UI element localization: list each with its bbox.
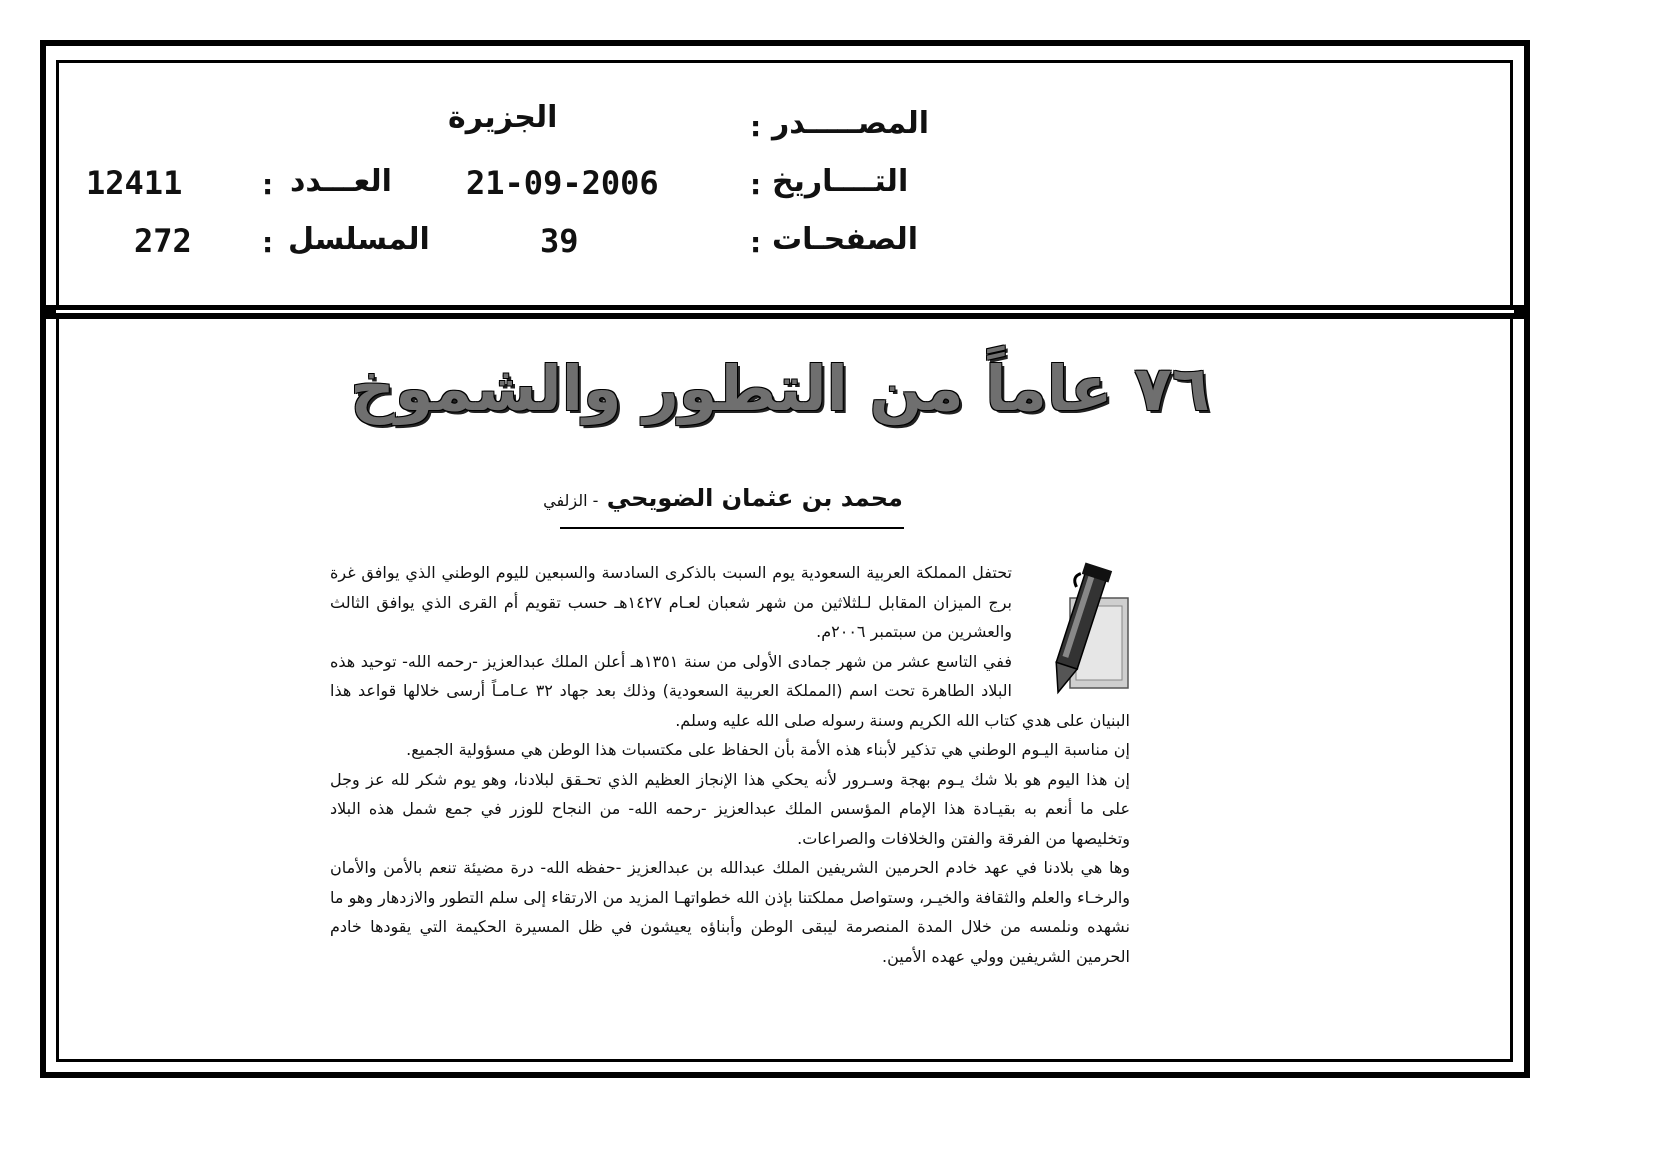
pages-colon: : [750, 226, 762, 259]
article-paragraph-5: وها هي بلادنا في عهد خادم الحرمين الشريفين الملك عبدالله بن عبدالعزيز -حفظه الله- درة مضيئة تنعم بالأمن والأمان والرخـاء والعلم والثقافة والخيـر، وستواصل مملكتنا بإذن الله خطواتهـا المزيد من الارتقاء إلى سلم التطور والازدهار وهو ما نشهده ونلمسه من خلال المدة المنصرمة ليبقى الوطن وأبناؤه يعيشون في ظل المسيرة الحكيمة التي يقودها خادم الحرمين الشريفين وولي عهده الأمين. [330, 858, 1130, 966]
author-name: محمد بن عثمان الضويحي [606, 484, 903, 512]
date-label: التــــاريخ [772, 164, 909, 199]
article-body [330, 558, 1130, 971]
article-headline: ٧٦ عاماً من التطور والشموخ [350, 352, 1210, 425]
pages-value: 39 [540, 222, 579, 260]
date-value: 21-09-2006 [466, 164, 659, 202]
icon-space [1012, 558, 1130, 698]
issue-value: 12411 [86, 164, 183, 202]
author-location: - الزلفي [543, 491, 599, 510]
source-label: المصـــــدر [772, 106, 930, 141]
article-paragraph-2: ففي التاسع عشر من شهر جمادى الأولى من سنة ١٣٥١هـ أعلن الملك عبدالعزيز -رحمه الله- توحيد هذه البلاد الطاهرة تحت اسم (المملكة العربية السعودية) وذلك بعد جهاد ٣٢ عـامـاً أرسى خلالها قواعد هذا البنيان على هدي كتاب الله الكريم وسنة رسوله صلى الله عليه وسلم. [330, 651, 1130, 730]
serial-label: المسلسل [288, 222, 430, 257]
source-value: الجزيرة [448, 100, 558, 135]
source-colon: : [750, 110, 762, 143]
article-paragraph-1: تحتفل المملكة العربية السعودية يوم السبت بالذكرى السادسة والسبعين لليوم الوطني الذي يوافق غرة برج الميزان المقابل لـلثلاثين من شهر شعبان لعـام ١٤٢٧هـ حسب تقويم أم القرى الذي يوافق الثالث والعشرين من سبتمبر ٢٠٠٦م. [330, 563, 1013, 641]
article-paragraph-4: إن هذا اليوم هو بلا شك يـوم بهجة وسـرور لأنه يحكي هذا الإنجاز العظيم الذي تحـقق لبلادنا، وهو يوم شكر لله عز وجل على ما أنعم به بقيـادة هذا الإمام المؤسس الملك عبدالعزيز -رحمه الله- من النجاح للوزر في جمع شمل هذه البلاد وتخليصها من الفرقة والفتن والخلافات والصراعات. [330, 769, 1130, 848]
issue-colon: : [262, 168, 274, 201]
issue-label: العـــدد [290, 164, 392, 199]
serial-colon: : [262, 226, 274, 259]
article-byline [540, 484, 906, 512]
date-colon: : [750, 168, 762, 201]
pages-label: الصفحـات [772, 222, 918, 257]
serial-value: 272 [134, 222, 192, 260]
article-paragraph-3: إن مناسبة اليـوم الوطني هي تذكير لأبناء هذه الأمة بأن الحفاظ على مكتسبات هذا الوطن هي مسؤولية الجميع. [406, 740, 1130, 759]
byline-underline [560, 527, 904, 529]
